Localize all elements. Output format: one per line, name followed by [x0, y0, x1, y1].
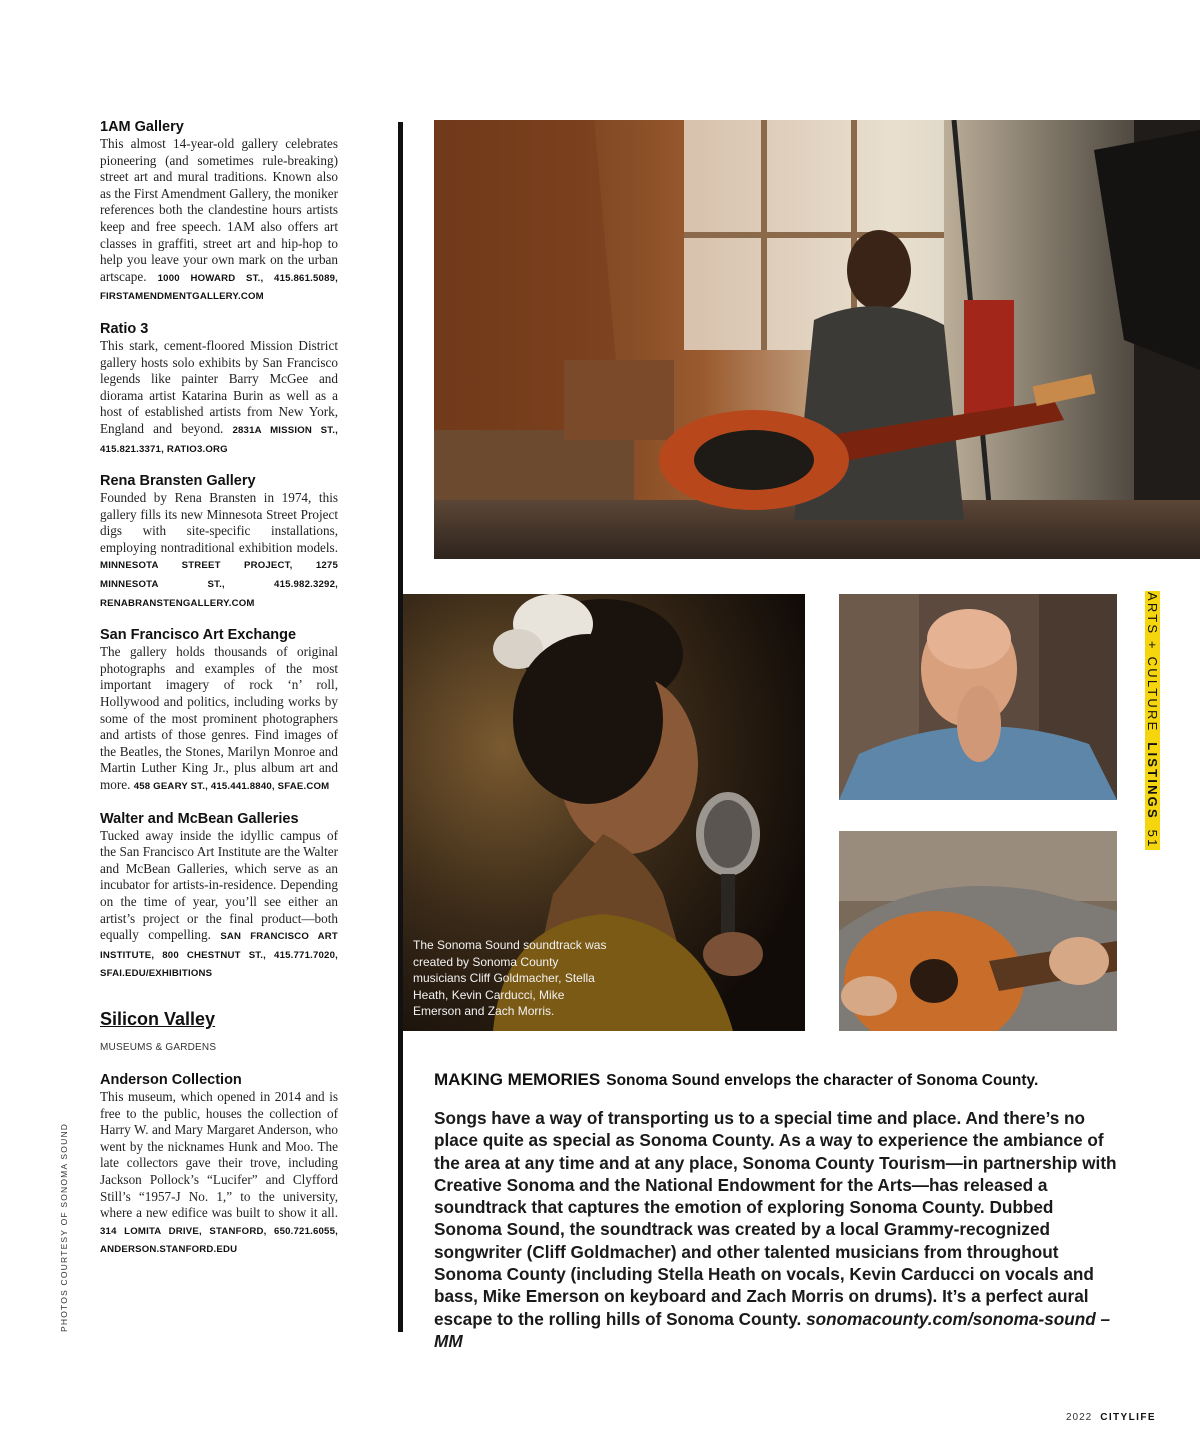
listing-body [100, 828, 338, 983]
photo-caption: The Sonoma Sound soundtrack was created by Sonoma County musicians Cliff Goldmacher, Stella Heath, Kevin Carducci, Mike Emerson and Zach Morris. [413, 938, 607, 1018]
listing-body [100, 338, 338, 458]
listing-body [100, 490, 338, 612]
listing-address: MINNESOTA STREET PROJECT, 1275 MINNESOTA ST., 415.982.3292, RENABRANSTENGALLERY.COM [100, 560, 338, 609]
listing-address: 458 GEARY ST., 415.441.8840, SFAE.COM [133, 781, 330, 792]
listing-description: Tucked away inside the idyllic campus of the San Francisco Art Institute are the Walter and McBean Galleries, which serve as an incubator for artists-in-residence. Depending on the time of year, you’ll see either an artist’s project or the final product—both equally compelling. [100, 827, 338, 943]
listing-description: This almost 14-year-old gallery celebrates pioneering (and sometimes rule-breaking) street art and mural traditions. Known also as the First Amendment Gallery, the moniker references both the clandestine hours artists keep and free speech. 1AM also offers art classes in graffiti, street art and hip-hop to help you leave your own mark on the urban artscape. [100, 136, 338, 284]
guitarist-photo [839, 831, 1117, 1031]
listing-walter-mcbean [100, 810, 338, 983]
listing-body [100, 644, 338, 795]
listing-address: 2831A MISSION ST., 415.821.3371, RATIO3.ORG [100, 424, 339, 455]
section-tab [1144, 591, 1160, 850]
listing-title: Ratio 3 [100, 320, 149, 337]
bassist-studio-photo [434, 120, 1200, 559]
section-label: ARTS + CULTURE [1145, 592, 1160, 733]
article-link[interactable]: sonomacounty.com/sonoma-sound –MM [434, 1308, 1111, 1351]
listing-title: 1AM Gallery [100, 119, 184, 135]
page-number: 51 [1145, 829, 1160, 849]
article-body [434, 1107, 1124, 1352]
listing-title: Rena Bransten Gallery [100, 473, 256, 490]
category-label: MUSEUMS & GARDENS [100, 1041, 217, 1053]
listing-address: SAN FRANCISCO ART INSTITUTE, 800 CHESTNUT ST., 415.771.7020, SFAI.EDU/EXHIBITIONS [100, 931, 338, 980]
listing-body [100, 1089, 338, 1259]
listing-address: 314 LOMITA DRIVE, STANFORD, 650.721.6055, ANDERSON.STANFORD.EDU [100, 1225, 338, 1256]
listing-title: San Francisco Art Exchange [100, 627, 297, 644]
listing-title: Walter and McBean Galleries [100, 810, 299, 827]
listing-description: This museum, which opened in 2014 and is free to the public, houses the collection of Harry W. and Mary Margaret Anderson, who went by the nicknames Hunk and Moo. The late collectors gave their trove, including Jackson Pollock’s “Lucifer” and Clyfford Still’s “1957-J No. 1,” to the university, where a new edifice was built to show it all. [100, 1088, 338, 1221]
listings-column [100, 118, 338, 1273]
magazine-name: CITYLIFE [1100, 1412, 1156, 1423]
smiling-man-photo [839, 594, 1117, 800]
article-text: Songs have a way of transporting us to a special time and place. And there’s no place quite as special as Sonoma County. As a way to experience the ambiance of the area at any time and at any place, Sonoma County Tourism—in partnership with Creative Sonoma and the National Endowment for the Arts—has released a soundtrack that captures the emotion of exploring Sonoma County. Dubbed Sonoma Sound, the soundtrack was created by a local Grammy-recognized songwriter (Cliff Goldmacher) and other talented musicians from throughout Sonoma County (including Stella Heath on vocals, Kevin Carducci on vocals and bass, Mike Emerson on keyboard and Zach Morris on drums). It’s a perfect aural escape to the rolling hills of Sonoma County. [434, 1108, 1117, 1329]
photo-credit: PHOTOS COURTESY OF SONOMA SOUND [59, 1122, 69, 1332]
listing-description: Founded by Rena Bransten in 1974, this gallery fills its new Minnesota Street Project digs with site-specific installations, employing nontraditional exhibition models. [100, 490, 338, 555]
listing-address: 1000 HOWARD ST., 415.861.5089, FIRSTAMENDMENTGALLERY.COM [100, 272, 339, 303]
listing-sf-art-exchange [100, 626, 338, 795]
article-headline [434, 1070, 1124, 1090]
issue-year: 2022 [1066, 1412, 1093, 1423]
listing-ratio-3 [100, 320, 338, 458]
listing-anderson-collection [100, 1071, 338, 1259]
listing-title: Anderson Collection [100, 1071, 242, 1088]
page-footer [1066, 1412, 1156, 1423]
listing-body [100, 136, 338, 306]
feature-article [434, 1070, 1124, 1352]
listing-description: This stark, cement-floored Mission District gallery hosts solo exhibits by San Francisco legends like painter Barry McGee and diorama artist Katarina Burin as well as a host of established artists from New York, England and beyond. [100, 337, 338, 436]
article-deck: Sonoma Sound envelops the character of Sonoma County. [606, 1072, 1039, 1089]
article-kicker: MAKING MEMORIES [434, 1070, 601, 1089]
listing-rena-bransten [100, 472, 338, 612]
listing-1am-gallery [100, 118, 338, 306]
region-heading: Silicon Valley [100, 1008, 216, 1029]
listing-description: The gallery holds thousands of original photographs and examples of the most important imagery of rock ‘n’ roll, Hollywood and politics, including works by some of the most prominent photographers and artists of those genres. Find images of the Beatles, the Stones, Marilyn Monroe and Martin Luther King Jr., plus album art and more. [100, 644, 338, 792]
subsection-label: LISTINGS [1145, 742, 1160, 820]
